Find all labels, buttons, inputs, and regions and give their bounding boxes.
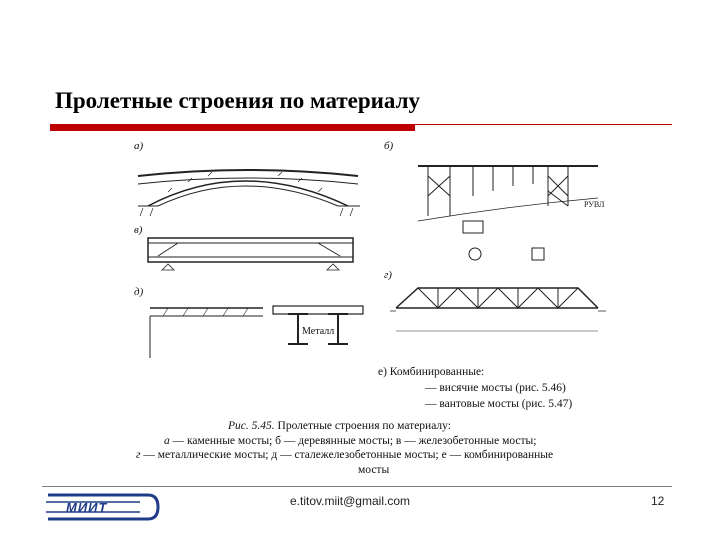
caption-lead: Рис. 5.45. [228, 420, 275, 432]
caption-text: — металлические мосты; д — сталежелезобетонные мосты; е — комбинированные [140, 449, 554, 461]
label-a: а) [134, 140, 144, 152]
caption-line [136, 419, 611, 434]
concrete-girder-drawing [148, 238, 353, 270]
label-d: д) [134, 286, 144, 298]
caption-line [136, 463, 611, 478]
miit-logo [44, 491, 160, 523]
legend-line: — вантовые мосты (рис. 5.47) [425, 398, 573, 410]
caption-line [136, 448, 611, 463]
caption-line [136, 434, 611, 449]
bridge-figure [128, 136, 615, 481]
legend-line: — висячие мосты (рис. 5.46) [425, 382, 566, 394]
caption-lead: а [164, 434, 170, 447]
title-rule [415, 124, 672, 125]
slide-title: Пролетные строения по материалу [55, 88, 421, 113]
title-accent-bar [50, 124, 415, 131]
label-g: г) [384, 269, 392, 281]
footer-rule [42, 486, 672, 487]
logo-text: МИИТ [66, 500, 108, 515]
timber-bridge-drawing [418, 166, 598, 260]
label-metal: Металл [302, 326, 335, 337]
figure-caption [136, 419, 611, 477]
caption-text: — каменные мосты; б — деревянные мосты; в — железобетонные мосты; [169, 434, 537, 447]
label-b: б) [384, 140, 394, 152]
combined-heading: е) Комбинированные: [378, 366, 485, 378]
page-number: 12 [651, 494, 665, 508]
label-v: в) [134, 224, 143, 236]
footer-email[interactable]: e.titov.miit@gmail.com [290, 494, 410, 508]
steel-truss-drawing [390, 288, 606, 331]
label-rul: РУВЛ [584, 200, 605, 209]
caption-text: мосты [358, 463, 390, 476]
stone-arch-drawing [138, 170, 360, 216]
caption-text: Пролетные строения по материалу: [274, 420, 451, 432]
caption-lead: г [136, 449, 141, 461]
